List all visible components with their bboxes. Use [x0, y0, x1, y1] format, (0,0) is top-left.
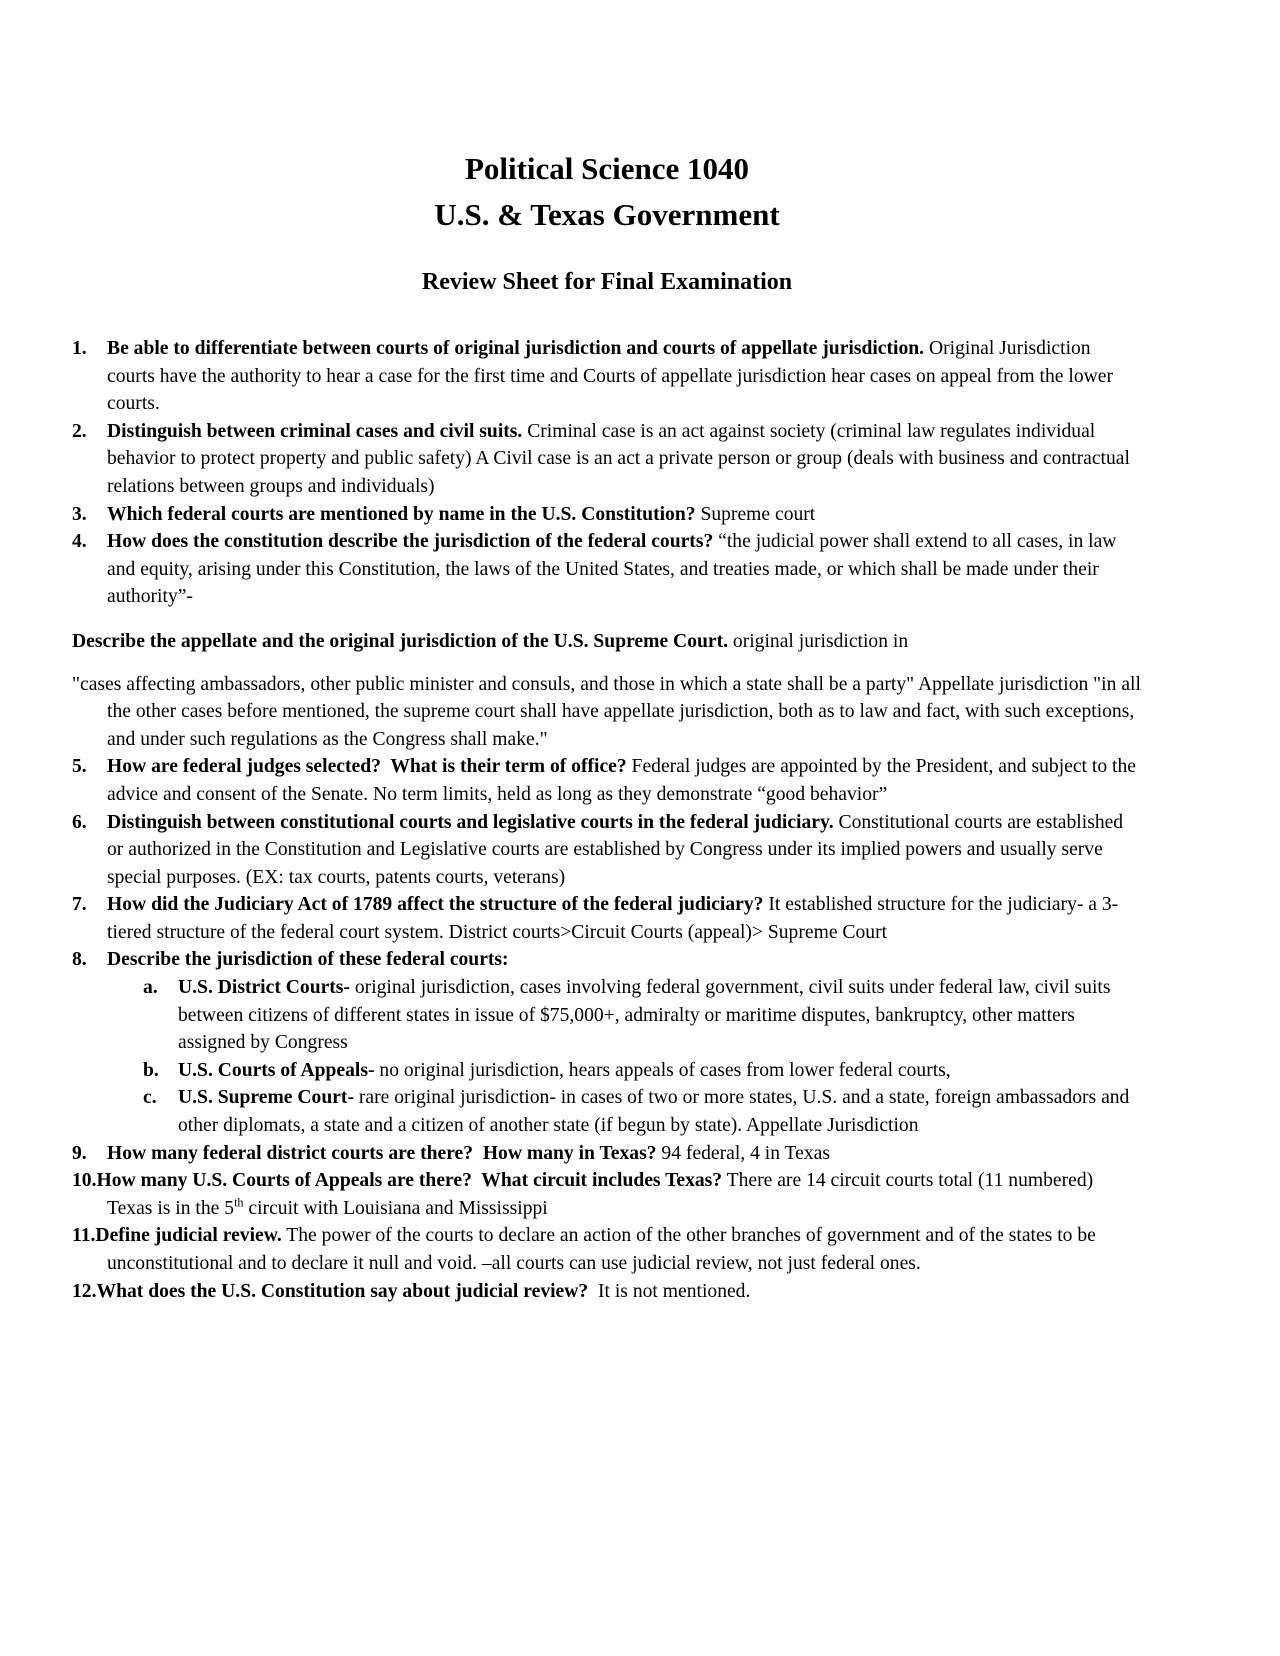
list-item-4 [72, 528, 1142, 611]
list-item-5 [72, 753, 1142, 808]
item-number: 2. [72, 420, 87, 442]
sub-item-letter: b. [143, 1059, 159, 1081]
item-answer: It established structure for the judiciary- a 3-tiered structure of the federal court system. District courts>Circuit Courts (appeal)> Supreme Court [107, 894, 1119, 943]
sub-item-letter: a. [143, 977, 158, 999]
list-item-3 [72, 501, 1142, 529]
answer-text-after-superscript: circuit with Louisiana and Mississippi [243, 1197, 548, 1219]
item-answer: Criminal case is an act against society (criminal law regulates individual behavior to protect property and public safety) A Civil case is an act a private person or group (deals with business and contractual relations between groups and individuals) [107, 420, 1130, 497]
item-answer: Federal judges are appointed by the President, and subject to the advice and consent of the Senate. No term limits, held as long as they demonstrate “good behavior” [107, 756, 1136, 805]
sub-item-text: rare original jurisdiction- in cases of two or more states, U.S. and a state, foreign ambassadors and other diplomats, a state and a citizen of another state (if begun by state). Appellate Jurisdiction [178, 1087, 1130, 1137]
item-question: Define judicial review. [95, 1225, 282, 1247]
document-title [72, 146, 1142, 238]
item-number: 7. [72, 894, 87, 916]
sub-item-label: U.S. District Courts- [178, 977, 350, 999]
list-item-9 [72, 1140, 1142, 1168]
item-answer: Original Jurisdiction courts have the authority to hear a case for the first time and Courts of appellate jurisdiction hear cases on appeal from the lower courts. [107, 338, 1113, 415]
item-number: 3. [72, 503, 87, 525]
title-line-2: U.S. & Texas Government [434, 197, 780, 232]
item-question: Be able to differentiate between courts of original jurisdiction and courts of appellate jurisdiction. [107, 338, 925, 359]
item-number: 10. [72, 1170, 97, 1192]
item-number: 12. [72, 1280, 97, 1302]
item-number: 5. [72, 756, 87, 778]
sub-item-text: original jurisdiction, cases involving federal government, civil suits under federal law, civil suits between citizens of different states in issue of $75,000+, admiralty or maritime disputes, bankruptcy, other matters assigned by Congress [178, 977, 1111, 1054]
item-question: Describe the jurisdiction of these federal courts: [107, 949, 509, 971]
item-answer: Constitutional courts are established or authorized in the Constitution and Legislative courts are established by Congress under its implied powers and usually serve special purposes. (EX: tax courts, patents courts, veterans) [107, 811, 1124, 888]
item-question: Distinguish between criminal cases and civil suits. [107, 420, 523, 442]
item-question: How many U.S. Courts of Appeals are there? What circuit includes Texas? [96, 1170, 723, 1192]
sub-item-c [143, 1084, 1142, 1139]
sub-item-text: no original jurisdiction, hears appeals of cases from lower federal courts, [374, 1059, 951, 1081]
item-question: Which federal courts are mentioned by name in the U.S. Constitution? [107, 503, 696, 525]
item-number: 4. [72, 531, 87, 553]
item-answer: It is not mentioned. [588, 1280, 751, 1302]
list-item-1 [72, 335, 1142, 418]
item-answer: Supreme court [695, 503, 816, 525]
item-number: 6. [72, 811, 87, 833]
answer-text-before-superscript: There are 14 circuit courts total (11 numbered) Texas is in the 5 [107, 1170, 1094, 1219]
document-subtitle: Review Sheet for Final Examination [421, 269, 793, 295]
sub-item-label: U.S. Supreme Court- [178, 1087, 354, 1109]
item-question: Distinguish between constitutional courts and legislative courts in the federal judiciary. [107, 811, 834, 833]
item-answer: 94 federal, 4 in Texas [656, 1142, 830, 1164]
list-item-11 [72, 1222, 1142, 1277]
list-item-6 [72, 809, 1142, 892]
paragraph-bold-lead: Describe the appellate and the original jurisdiction of the U.S. Supreme Court. [72, 630, 729, 652]
item-question: How does the constitution describe the jurisdiction of the federal courts? [107, 531, 714, 553]
item-number: 11. [72, 1225, 96, 1247]
sub-item-label: U.S. Courts of Appeals- [178, 1059, 375, 1081]
item-answer: “the judicial power shall extend to all cases, in law and equity, arising under this Constitution, the laws of the United States, and treaties made, or which shall be made under their authority”- [107, 531, 1117, 608]
paragraph-answer: original jurisdiction in [728, 630, 909, 652]
item-number: 1. [72, 338, 87, 359]
ordinal-superscript: th [234, 1195, 244, 1210]
sub-item-b [143, 1057, 1142, 1085]
list-item-10 [72, 1167, 1142, 1222]
list-item-7 [72, 891, 1142, 946]
list-item-12 [72, 1278, 1142, 1306]
item-number: 9. [72, 1142, 87, 1164]
title-line-1: Political Science 1040 [464, 151, 750, 186]
item-answer: The power of the courts to declare an action of the other branches of government and of the states to be unconstitutional and to declare it null and void. –all courts can use judicial review, not just federal ones. [107, 1225, 1096, 1274]
sub-item-a [143, 974, 1142, 1057]
supreme-court-paragraph [72, 628, 1142, 656]
list-item-8 [72, 946, 1142, 974]
item-question: How did the Judiciary Act of 1789 affect the structure of the federal judiciary? [107, 894, 764, 916]
item-question: What does the U.S. Constitution say about judicial review? [96, 1280, 589, 1302]
item-question: How many federal district courts are there? How many in Texas? [107, 1142, 657, 1164]
list-item-2 [72, 418, 1142, 501]
item-question: How are federal judges selected? What is their term of office? [107, 756, 627, 778]
sub-item-letter: c. [143, 1087, 157, 1109]
document-body [72, 335, 1142, 1305]
constitution-quote-paragraph: "cases affecting ambassadors, other public minister and consuls, and those in which a state shall be a party" Appellate jurisdiction "in all the other cases before mentioned, the supreme court shall have appellate jurisdiction, both as to law and fact, with such exceptions, and under such regulations as the Congress shall make." [72, 673, 1141, 750]
item-number: 8. [72, 949, 87, 971]
